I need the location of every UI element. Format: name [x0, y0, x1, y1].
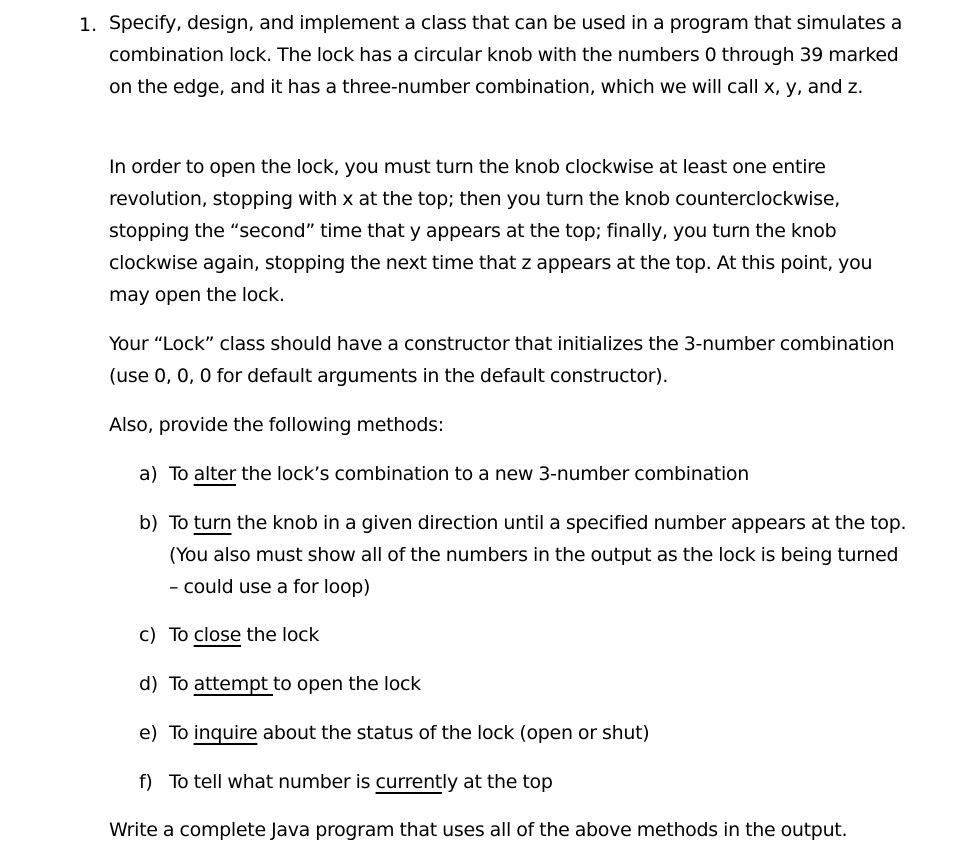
intro-paragraph: Specify, design, and implement a class that can be used in a program that simulates a combination lock. The lock has a circular knob with the numbers 0 through 39 marked on the edge, and it has a three-number combination, which we will call x, y, and z.	[109, 12, 903, 98]
method-letter: f)	[139, 771, 153, 793]
method-item-close	[139, 619, 909, 651]
constructor-paragraph: Your “Lock” class should have a constructor that initializes the 3-number combination (use 0, 0, 0 for default arguments in the default constructor).	[109, 333, 895, 387]
method-text-after: about the status of the lock (open or shut)	[257, 722, 650, 744]
method-letter: e)	[139, 722, 158, 744]
method-keyword: alter	[193, 463, 237, 485]
method-text-before: To	[169, 463, 194, 485]
method-text-after: to open the lock	[273, 673, 421, 695]
method-item-inquire	[139, 717, 909, 749]
method-keyword: turn	[193, 512, 232, 534]
method-letter: c)	[139, 624, 157, 646]
methods-intro: Also, provide the following methods:	[109, 414, 444, 436]
question-number: 1.	[79, 14, 98, 36]
method-text-after: ly at the top	[441, 771, 553, 793]
method-keyword: inquire	[193, 722, 258, 744]
method-text-before: To	[169, 624, 194, 646]
method-keyword: close	[193, 624, 242, 646]
method-text-before: To	[169, 722, 194, 744]
method-item-turn	[139, 507, 909, 603]
method-letter: d)	[139, 673, 158, 695]
method-text-before: To	[169, 512, 194, 534]
method-item-alter	[139, 458, 909, 490]
closing-paragraph: Write a complete Java program that uses all of the above methods in the output.	[109, 819, 848, 841]
method-text-before: To	[169, 673, 194, 695]
method-text-after: the lock’s combination to a new 3-number combination	[236, 463, 750, 485]
method-item-current	[139, 766, 909, 798]
method-text-after: the knob in a given direction until a specified number appears at the top. (You also must show all of the numbers in the output as the lock is being turned – could use a for loop)	[169, 512, 907, 598]
method-letter: b)	[139, 512, 158, 534]
method-item-attempt	[139, 668, 909, 700]
method-keyword: current	[375, 771, 442, 793]
method-letter: a)	[139, 463, 158, 485]
method-keyword: attempt	[193, 673, 274, 695]
procedure-paragraph: In order to open the lock, you must turn the knob clockwise at least one entire revolution, stopping with x at the top; then you turn the knob counterclockwise, stopping the “second” time that y appears at the top; finally, you turn the knob clockwise again, stopping the next time that z appears at the top. At this point, you may open the lock.	[109, 156, 873, 306]
method-text-before: To tell what number is	[169, 771, 376, 793]
method-text-after: the lock	[241, 624, 320, 646]
